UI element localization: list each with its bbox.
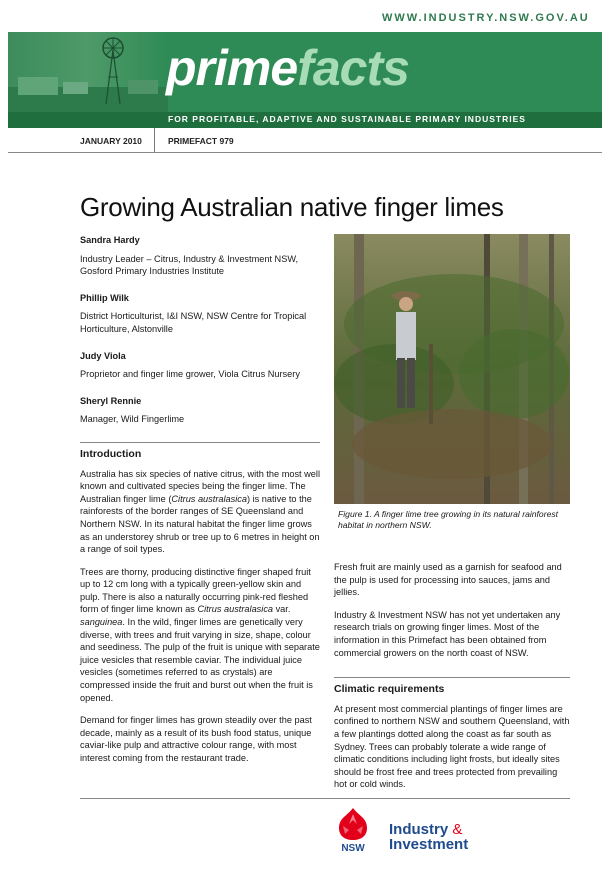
left-column bbox=[80, 234, 320, 775]
meta-divider bbox=[154, 128, 155, 152]
right-column bbox=[334, 234, 570, 801]
primefact-number: PRIMEFACT 979 bbox=[168, 136, 234, 146]
tagline-text: FOR PROFITABLE, ADAPTIVE AND SUSTAINABLE PRIMARY INDUSTRIES bbox=[168, 114, 526, 124]
author-block bbox=[80, 234, 320, 426]
figure-caption: Figure 1. A finger lime tree growing in its natural rainforest habitat in northern NSW. bbox=[338, 509, 559, 530]
climatic-paragraph: At present most commercial plantings of finger limes are confined to northern NSW and southern Queensland, with a few plantings dotted along the coast as far south as Sydney. Trees can probably tolerate a wide range of climatic conditions including light frosts, but ideally sites should be frost free and trees protected from prevailing hot or cold winds. bbox=[334, 703, 570, 790]
introduction-heading: Introduction bbox=[80, 447, 142, 460]
logo-text: Industry & Investment bbox=[389, 821, 469, 853]
author-affiliation: Manager, Wild Fingerlime bbox=[80, 414, 185, 425]
author-name: Judy Viola bbox=[80, 350, 126, 361]
section-rule bbox=[334, 677, 570, 678]
author-name: Sheryl Rennie bbox=[80, 395, 142, 406]
intro-paragraph-3: Demand for finger limes has grown steadily over the past decade, mainly as a result of its bush food status, unique caviar-like pulp and attractive colour range, with most interest coming from the restaurant trade. bbox=[80, 715, 312, 763]
section-rule bbox=[80, 442, 320, 443]
intro-paragraph-1: Australia has six species of native citrus, with the most well known and cultivated species being the finger lime. The Australian finger lime (Citrus australasica) is native to the rainforests of the border ranges of SE Queensland and Northern NSW. In its natural habitat the finger lime grows as an understorey shrub or tree up to 6 metres in height on a range of soil types. bbox=[80, 468, 320, 555]
tagline-bar bbox=[8, 112, 602, 128]
svg-text:NSW: NSW bbox=[341, 843, 365, 854]
author-affiliation: District Horticulturist, I&I NSW, NSW Centre for Tropical Horticulture, Alstonville bbox=[80, 311, 307, 334]
primefacts-banner bbox=[8, 32, 602, 128]
waratah-nsw-logo bbox=[333, 806, 373, 858]
author-name: Phillip Wilk bbox=[80, 292, 129, 303]
document-title: Growing Australian native finger limes bbox=[80, 192, 504, 222]
intro-paragraph-2: Trees are thorny, producing distinctive finger shaped fruit up to 12 cm long with a typically green-yellow skin and pulp. There is also a naturally occurring pink-red fleshed form of finger lime known as Citrus australasica var. sanguinea. In the wild, finger limes are genetically very diverse, with trees and fruit varying in size, shape, colour and seediness. The pulp of the fruit is unique with separate juice vesicles that resemble caviar. The individual juice vesicles (sometimes referred to as crystals) are compressed inside the fruit and burst out when the fruit is opened. bbox=[80, 566, 320, 703]
author-affiliation: Proprietor and finger lime grower, Viola Citrus Nursery bbox=[80, 369, 300, 380]
finger-lime-photo bbox=[334, 234, 570, 504]
right-paragraph-1: Fresh fruit are mainly used as a garnish for seafood and the pulp is used for processing into sauces, jams and jellies. bbox=[334, 562, 562, 598]
footer-rule bbox=[80, 798, 570, 799]
climatic-requirements-heading: Climatic requirements bbox=[334, 683, 445, 696]
industry-investment-logo bbox=[333, 806, 483, 862]
site-url: WWW.INDUSTRY.NSW.GOV.AU bbox=[382, 12, 590, 24]
issue-date: JANUARY 2010 bbox=[80, 136, 142, 146]
right-paragraph-2: Industry & Investment NSW has not yet undertaken any research trials on growing finger limes. Most of the information in this Primefact has been obtained from commercial growers on the north coast of NSW. bbox=[334, 609, 561, 658]
primefacts-title: primefacts bbox=[166, 40, 409, 96]
author-name: Sandra Hardy bbox=[80, 235, 140, 245]
author-affiliation: Industry Leader – Citrus, Industry & Investment NSW, Gosford Primary Industries Institute bbox=[80, 253, 299, 277]
header-rule bbox=[8, 152, 602, 153]
